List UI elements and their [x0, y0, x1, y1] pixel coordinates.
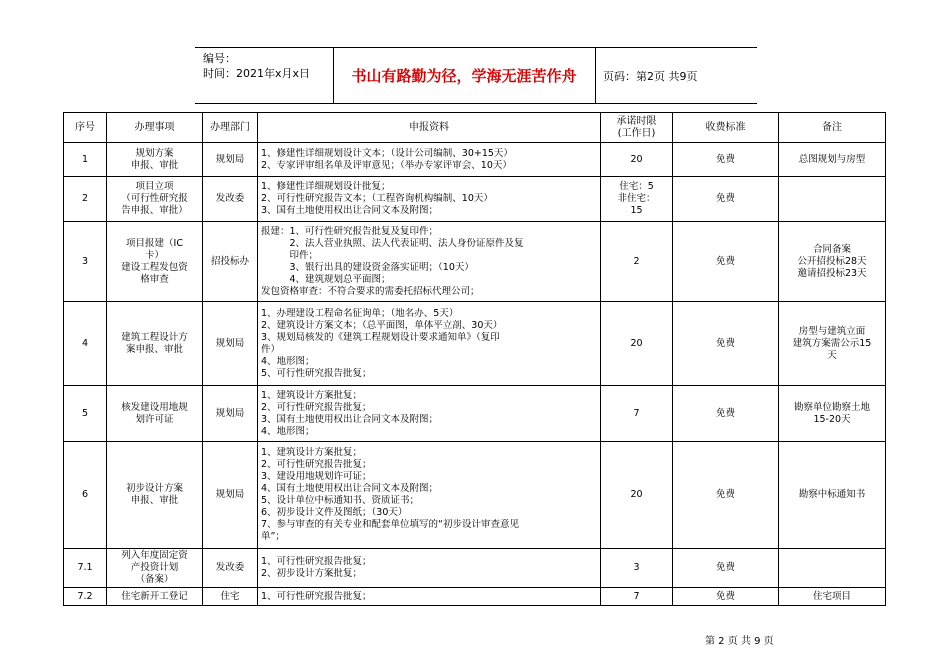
- cell-days-line: 7: [633, 590, 640, 602]
- cell-materials-line: 2、可行性研究报告批复；: [261, 401, 372, 413]
- table-row: [64, 386, 886, 442]
- column-header: 收费标准: [673, 113, 779, 143]
- cell-item: [107, 442, 203, 549]
- cell-fee-line: 免费: [715, 193, 735, 204]
- table-row: [64, 177, 886, 222]
- cell-item-line: 产投资计划: [130, 562, 179, 573]
- cell-materials-line: 4、国有土地使用权出让合同文本及附图；: [261, 483, 439, 494]
- cell-materials-line: 6、初步设计文件及图纸；（30天）: [261, 507, 408, 518]
- cell-item-line: 格审查: [140, 273, 169, 285]
- cell-fee-line: 免费: [715, 489, 735, 500]
- cell-materials-line: 4、地形图；: [261, 425, 315, 437]
- column-header: 申报资料: [258, 113, 601, 143]
- column-header: 办理事项: [107, 113, 203, 143]
- cell-fee: [673, 549, 779, 588]
- header-meta: [203, 51, 310, 81]
- cell-no: [64, 588, 107, 606]
- cell-item: [107, 588, 203, 606]
- cell-note: [779, 588, 886, 606]
- cell-days: [601, 143, 673, 177]
- cell-days: [601, 588, 673, 606]
- cell-dept-line: 住宅: [220, 590, 240, 602]
- cell-no: [64, 549, 107, 588]
- cell-no: [64, 143, 107, 177]
- cell-item-line: 项目立项: [135, 181, 174, 192]
- cell-materials-line: 5、设计单位中标通知书、资质证书；: [261, 495, 420, 506]
- cell-fee: [673, 442, 779, 549]
- cell-materials: [258, 386, 601, 442]
- cell-note-line: 勘察中标通知书: [798, 489, 866, 500]
- cell-item-line: 建筑工程设计方: [121, 331, 188, 343]
- cell-dept-line: 规划局: [215, 407, 245, 419]
- cell-materials-line: 2、法人营业执照、法人代表证明、法人身份证原件及复: [261, 237, 524, 249]
- cell-fee: [673, 588, 779, 606]
- page-header: [195, 47, 757, 104]
- cell-item-line: 建设工程发包资: [121, 261, 188, 273]
- cell-no-line: 7.1: [77, 562, 93, 573]
- cell-materials-line: 1、可行性研究报告批复；: [261, 556, 372, 567]
- cell-item: [107, 143, 203, 177]
- cell-fee-line: 免费: [715, 562, 735, 573]
- cell-materials-line: 3、国有土地使用权出让合同文本及附图；: [261, 205, 439, 216]
- cell-fee-line: 免费: [715, 153, 735, 165]
- column-header-line: 承诺时限: [616, 115, 657, 127]
- cell-materials-line: 单”；: [261, 531, 285, 542]
- cell-materials-line: 3、银行出具的建设资金落实证明；（10天）: [261, 261, 474, 273]
- cell-materials: [258, 177, 601, 222]
- cell-days: [601, 386, 673, 442]
- cell-materials: [258, 588, 601, 606]
- cell-note-line: 公开招投标28天: [797, 255, 867, 267]
- cell-days-line: 3: [633, 562, 640, 573]
- procedure-table: [63, 112, 886, 606]
- cell-dept-line: 规划局: [215, 489, 245, 500]
- column-header-line: (工作日): [617, 127, 656, 139]
- cell-note-line: 房型与建筑立面: [798, 325, 866, 337]
- cell-item: [107, 177, 203, 222]
- cell-note: [779, 549, 886, 588]
- cell-materials: [258, 302, 601, 386]
- cell-days-line: 20: [630, 489, 643, 500]
- cell-no-line: 1: [81, 153, 89, 165]
- cell-no: [64, 442, 107, 549]
- cell-note-line: 合同备案: [812, 243, 851, 255]
- cell-fee-line: 免费: [715, 590, 735, 602]
- cell-dept: [203, 549, 258, 588]
- cell-note-line: 住宅项目: [812, 590, 851, 602]
- cell-item-line: 案申报、审批: [125, 343, 183, 355]
- cell-dept: [203, 588, 258, 606]
- cell-no-line: 5: [81, 407, 89, 419]
- cell-materials-line: 2、初步设计方案批复；: [261, 568, 363, 579]
- cell-days-line: 7: [633, 407, 640, 419]
- table-row: [64, 302, 886, 386]
- cell-days-line: 20: [630, 337, 643, 349]
- cell-materials: [258, 143, 601, 177]
- column-header: 序号: [64, 113, 107, 143]
- cell-days: [601, 549, 673, 588]
- table-row: [64, 222, 886, 302]
- column-header: 办理部门: [203, 113, 258, 143]
- cell-note-line: 勘察单位勘察土地: [793, 401, 870, 413]
- cell-dept: [203, 442, 258, 549]
- cell-materials-line: 件）: [261, 343, 281, 355]
- cell-note-line: 邀请招投标23天: [797, 267, 867, 279]
- cell-materials-line: 1、办理建设工程命名征询单；（地名办、5天）: [261, 307, 459, 319]
- cell-dept: [203, 386, 258, 442]
- cell-item-line: 核发建设用地规: [121, 401, 188, 413]
- cell-materials-line: 1、建筑设计方案批复；: [261, 389, 363, 401]
- cell-item-line: 住宅新开工登记: [121, 590, 188, 602]
- cell-fee-line: 免费: [715, 337, 735, 349]
- cell-materials-line: 3、国有土地使用权出让合同文本及附图；: [261, 413, 439, 425]
- cell-note: [779, 302, 886, 386]
- cell-days-line: 2: [633, 255, 640, 267]
- cell-item-line: 申报、审批: [130, 495, 179, 506]
- column-header: 备注: [779, 113, 886, 143]
- cell-dept: [203, 177, 258, 222]
- cell-note: [779, 177, 886, 222]
- cell-dept-line: 发改委: [215, 562, 245, 573]
- cell-no-line: 3: [81, 255, 89, 267]
- cell-item-line: 告申报、审批）: [121, 205, 188, 216]
- cell-item-line: 卡）: [144, 249, 164, 261]
- cell-fee: [673, 177, 779, 222]
- cell-materials-line: 4、建筑规划总平面图；: [261, 273, 391, 285]
- cell-item-line: 列入年度固定资: [121, 550, 188, 561]
- cell-note-line: 天: [827, 349, 837, 361]
- cell-note: [779, 222, 886, 302]
- cell-note: [779, 386, 886, 442]
- cell-item: [107, 386, 203, 442]
- cell-item-line: （备案）: [135, 574, 174, 585]
- table-row: [64, 588, 886, 606]
- cell-note: [779, 143, 886, 177]
- cell-no: [64, 302, 107, 386]
- table-row: [64, 549, 886, 588]
- cell-no-line: 6: [81, 489, 89, 500]
- cell-fee: [673, 222, 779, 302]
- cell-note-line: 建筑方案需公示15: [792, 337, 872, 349]
- cell-fee: [673, 386, 779, 442]
- cell-item-line: 申报、审批: [130, 159, 179, 171]
- cell-no: [64, 177, 107, 222]
- header-page-label: 页码：第2页 共9页: [603, 69, 698, 83]
- cell-no-line: 4: [81, 337, 89, 349]
- cell-materials-line: 7、参与审查的有关专业和配套单位填写的“初步设计审查意见: [261, 519, 519, 530]
- cell-days: [601, 302, 673, 386]
- cell-materials-line: 2、可行性研究报告批复；: [261, 459, 372, 470]
- cell-no-line: 2: [81, 193, 89, 204]
- cell-materials-line: 1、修建性详细规划设计批复；: [261, 181, 391, 192]
- cell-fee-line: 免费: [715, 255, 735, 267]
- cell-materials: [258, 222, 601, 302]
- cell-dept: [203, 143, 258, 177]
- cell-item-line: 划许可证: [135, 413, 174, 425]
- cell-dept: [203, 302, 258, 386]
- page-footer: 第 2 页 共 9 页: [705, 636, 774, 647]
- cell-materials-line: 1、修建性详细规划设计文本；（设计公司编制、30+15天）: [261, 147, 513, 159]
- cell-materials-line: 3、建设用地规划许可证；: [261, 471, 372, 482]
- cell-materials-line: 4、地形图；: [261, 355, 315, 367]
- cell-dept-line: 招投标办: [210, 255, 249, 267]
- cell-materials-line: 2、可行性研究报告文本；（工程咨询机构编制、10天）: [261, 193, 493, 204]
- cell-note-line: 15-20天: [813, 413, 851, 425]
- cell-no-line: 7.2: [77, 590, 93, 602]
- cell-materials-line: 1、可行性研究报告批复；: [261, 590, 372, 602]
- cell-no: [64, 386, 107, 442]
- cell-materials-line: 1、建筑设计方案批复；: [261, 447, 363, 458]
- cell-item-line: 规划方案: [135, 147, 174, 159]
- cell-fee-line: 免费: [715, 407, 735, 419]
- cell-days: [601, 222, 673, 302]
- cell-item-line: （可行性研究报: [121, 193, 188, 204]
- cell-item-line: 项目报建（IC: [126, 237, 183, 249]
- cell-materials-line: 2、专家评审组名单及评审意见；（举办专家评审会、10天）: [261, 159, 512, 171]
- cell-dept-line: 规划局: [215, 337, 245, 349]
- table-row: [64, 442, 886, 549]
- cell-materials-line: 3、规划局核发的《建筑工程规划设计要求通知单》（复印: [261, 331, 500, 343]
- cell-materials-line: 5、可行性研究报告批复；: [261, 367, 372, 379]
- cell-fee: [673, 302, 779, 386]
- table-header-row: [64, 113, 886, 143]
- cell-fee: [673, 143, 779, 177]
- cell-item: [107, 549, 203, 588]
- cell-days: [601, 442, 673, 549]
- time-label: 时间：2021年x月x日: [203, 67, 311, 80]
- cell-dept: [203, 222, 258, 302]
- header-motto: 书山有路勤为径，学海无涯苦作舟: [351, 67, 577, 85]
- cell-no: [64, 222, 107, 302]
- table-row: [64, 143, 886, 177]
- cell-item: [107, 302, 203, 386]
- cell-days-line: 住宅：5: [619, 181, 654, 192]
- cell-days-line: 20: [630, 153, 643, 165]
- cell-days-line: 非住宅：: [617, 193, 656, 204]
- cell-materials-line: 报建：1、可行性研究报告批复及复印件；: [261, 225, 439, 237]
- cell-days: [601, 177, 673, 222]
- cell-materials: [258, 442, 601, 549]
- cell-dept-line: 发改委: [215, 193, 245, 204]
- cell-materials-line: 印件；: [261, 249, 319, 261]
- column-header: [601, 113, 673, 143]
- cell-materials: [258, 549, 601, 588]
- cell-materials-line: 发包资格审查：不符合要求的需委托招标代理公司；: [261, 285, 480, 297]
- cell-days-line: 15: [630, 205, 643, 216]
- cell-note: [779, 442, 886, 549]
- header-divider: [595, 48, 596, 103]
- cell-item-line: 初步设计方案: [125, 483, 183, 494]
- cell-dept-line: 规划局: [215, 153, 245, 165]
- cell-item: [107, 222, 203, 302]
- cell-materials-line: 2、建筑设计方案文本；（总平面图，单体平立剖、30天）: [261, 319, 503, 331]
- number-label: 编号：: [203, 52, 236, 65]
- cell-note-line: 总图规划与房型: [798, 153, 866, 165]
